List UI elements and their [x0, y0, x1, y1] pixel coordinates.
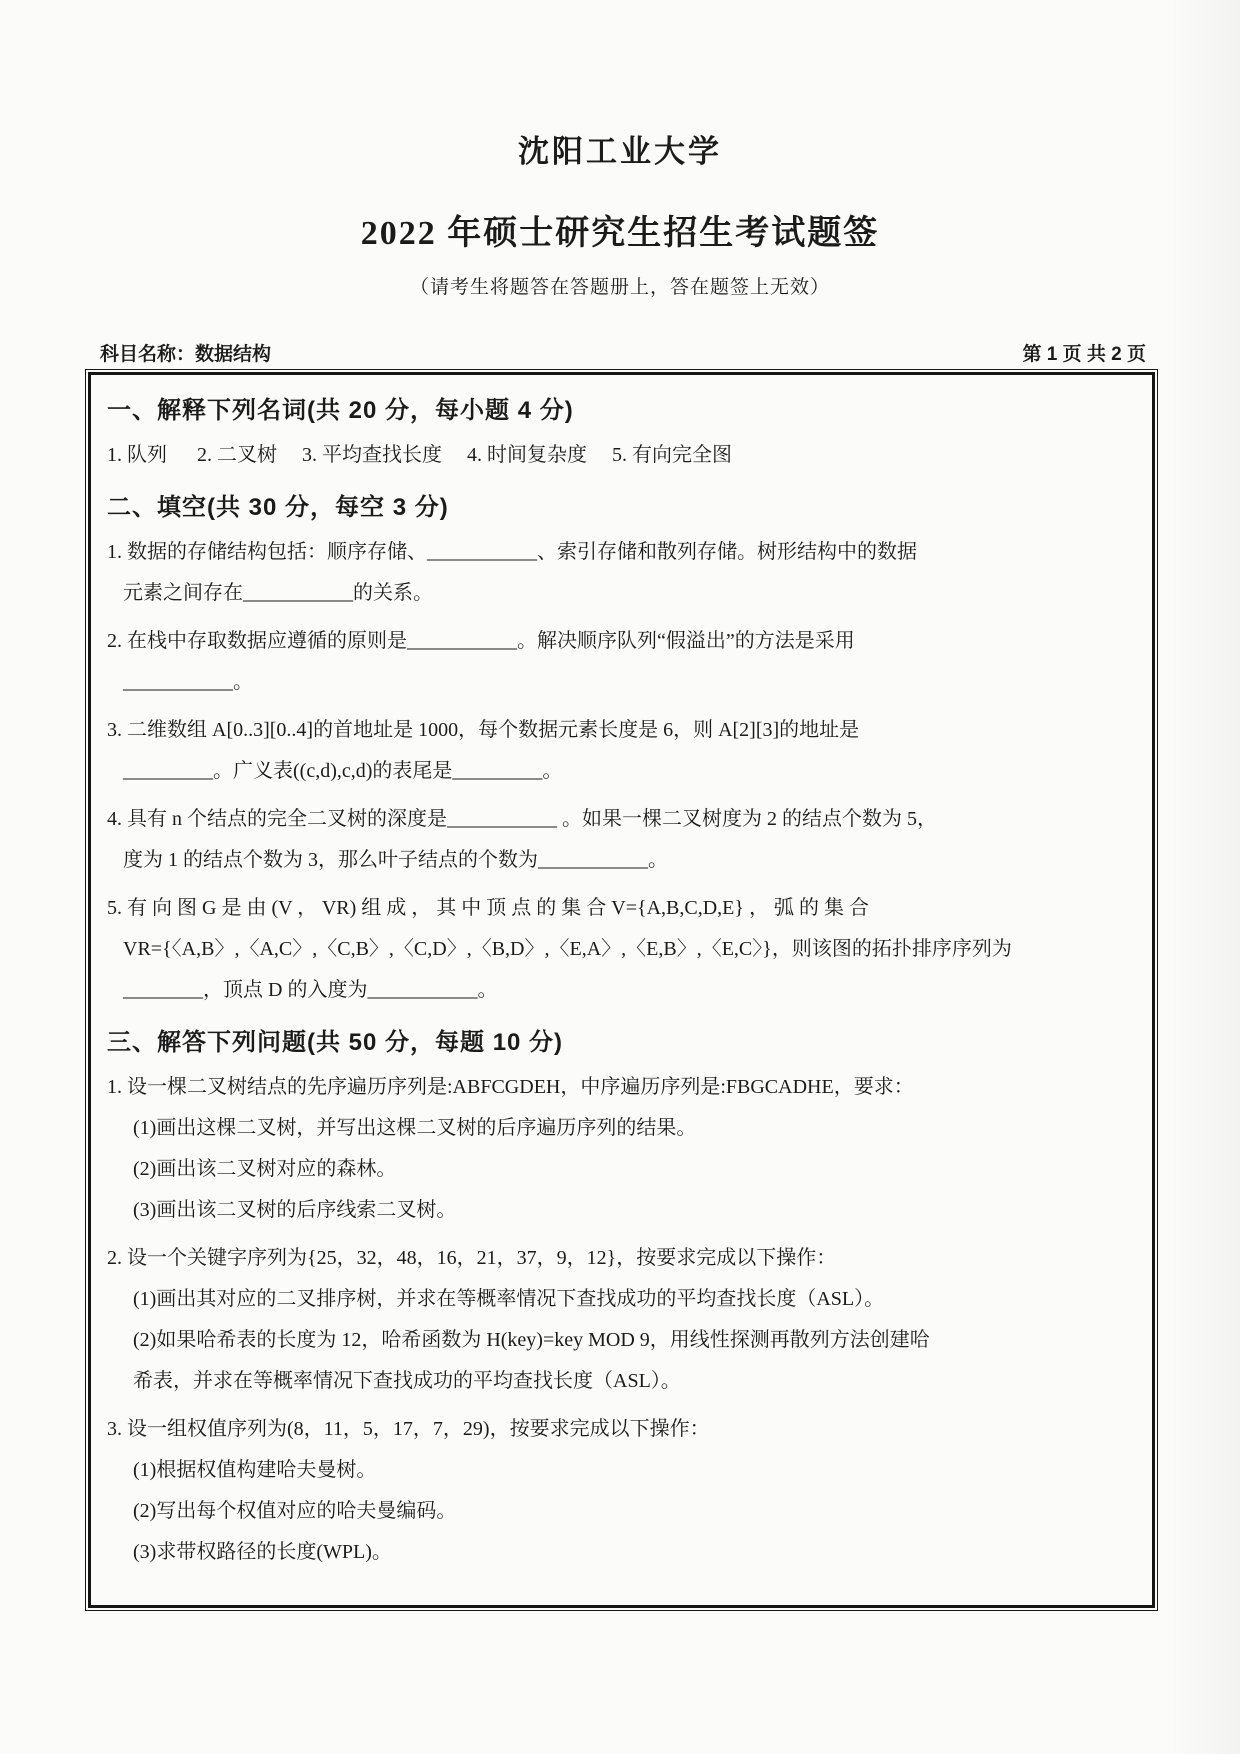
question-line: 3. 二维数组 A[0..3][0..4]的首地址是 1000，每个数据元素长度是 6，则 A[2][3]的地址是 [107, 719, 860, 741]
section-heading: 二、填空(共 30 分，每空 3 分) [107, 494, 449, 521]
question-line: 4. 具有 n 个结点的完全二叉树的深度是___________ 。如果一棵二叉树度为 2 的结点个数为 5， [107, 808, 937, 830]
section-heading: 一、解释下列名词(共 20 分，每小题 4 分) [107, 397, 574, 424]
section-3 [107, 1019, 1134, 1573]
question-line: (1)画出这棵二叉树，并写出这棵二叉树的后序遍历序列的结果。 [133, 1117, 697, 1139]
question-item [107, 435, 1134, 476]
question-line: 3. 设一组权值序列为(8，11，5，17，7，29)，按要求完成以下操作： [107, 1418, 710, 1440]
question-item [107, 1067, 1134, 1231]
question-line: _________。广义表((c,d),c,d)的表尾是_________。 [123, 760, 563, 782]
question-line: ________，顶点 D 的入度为___________。 [123, 979, 498, 1001]
question-line: VR={〈A,B〉,〈A,C〉,〈C,B〉,〈C,D〉,〈B,D〉,〈E,A〉,〈E,B〉,〈E,C〉}，则该图的拓扑排序序列为 [123, 938, 1012, 960]
question-line: (3)画出该二叉树的后序线索二叉树。 [133, 1199, 457, 1221]
question-item [107, 532, 1134, 614]
question-line: 度为 1 的结点个数为 3，那么叶子结点的个数为___________。 [123, 849, 668, 871]
university-name: 沈阳工业大学 [518, 134, 722, 169]
question-line: (1)画出其对应的二叉排序树，并求在等概率情况下查找成功的平均查找长度（ASL）。 [133, 1288, 885, 1310]
subject-name: 科目名称：数据结构 [100, 344, 272, 365]
question-line: 2. 设一个关键字序列为{25，32，48，16，21，37，9，12}，按要求完成以下操作： [107, 1247, 837, 1269]
question-line: 1. 设一棵二叉树结点的先序遍历序列是:ABFCGDEH，中序遍历序列是:FBGCADHE，要求： [107, 1076, 914, 1098]
question-line: (2)画出该二叉树对应的森林。 [133, 1158, 397, 1180]
subject-header-row [100, 339, 1146, 366]
question-area [88, 372, 1155, 1608]
section-heading: 三、解答下列问题(共 50 分，每题 10 分) [107, 1029, 564, 1056]
question-item [107, 1409, 1134, 1573]
question-item [107, 799, 1134, 881]
question-line: 2. 在栈中存取数据应遵循的原则是___________。解决顺序队列“假溢出”的方法是采用 [107, 630, 855, 652]
question-line: 1. 队列 2. 二叉树 3. 平均查找长度 4. 时间复杂度 5. 有向完全图 [107, 444, 732, 466]
question-line: ___________。 [123, 671, 253, 693]
question-line: 1. 数据的存储结构包括：顺序存储、___________、索引存储和散列存储。树形结构中的数据 [107, 541, 917, 563]
question-line: (1)根据权值构建哈夫曼树。 [133, 1459, 377, 1481]
exam-title: 2022 年硕士研究生招生考试题签 [360, 215, 880, 252]
question-line: 5. 有 向 图 G 是 由 (V ， VR) 组 成 ， 其 中 顶 点 的 集 合 V={A,B,C,D,E} ， 弧 的 集 合 [107, 897, 869, 919]
exam-instruction-note: （请考生将题答在答题册上，答在题签上无效） [409, 277, 830, 298]
question-item [107, 888, 1134, 1011]
question-line: (3)求带权路径的长度(WPL)。 [133, 1541, 392, 1563]
question-line: (2)写出每个权值对应的哈夫曼编码。 [133, 1500, 457, 1522]
section-1 [107, 387, 1134, 476]
question-line: 元素之间存在___________的关系。 [123, 582, 433, 604]
question-item [107, 710, 1134, 792]
question-line: (2)如果哈希表的长度为 12，哈希函数为 H(key)=key MOD 9，用线性探测再散列方法创建哈 [133, 1329, 930, 1351]
question-line: 希表，并求在等概率情况下查找成功的平均查找长度（ASL）。 [133, 1370, 681, 1392]
question-item [107, 1238, 1134, 1402]
question-item [107, 621, 1134, 703]
page-number: 第 1 页 共 2 页 [1022, 344, 1146, 365]
section-2 [107, 484, 1134, 1011]
